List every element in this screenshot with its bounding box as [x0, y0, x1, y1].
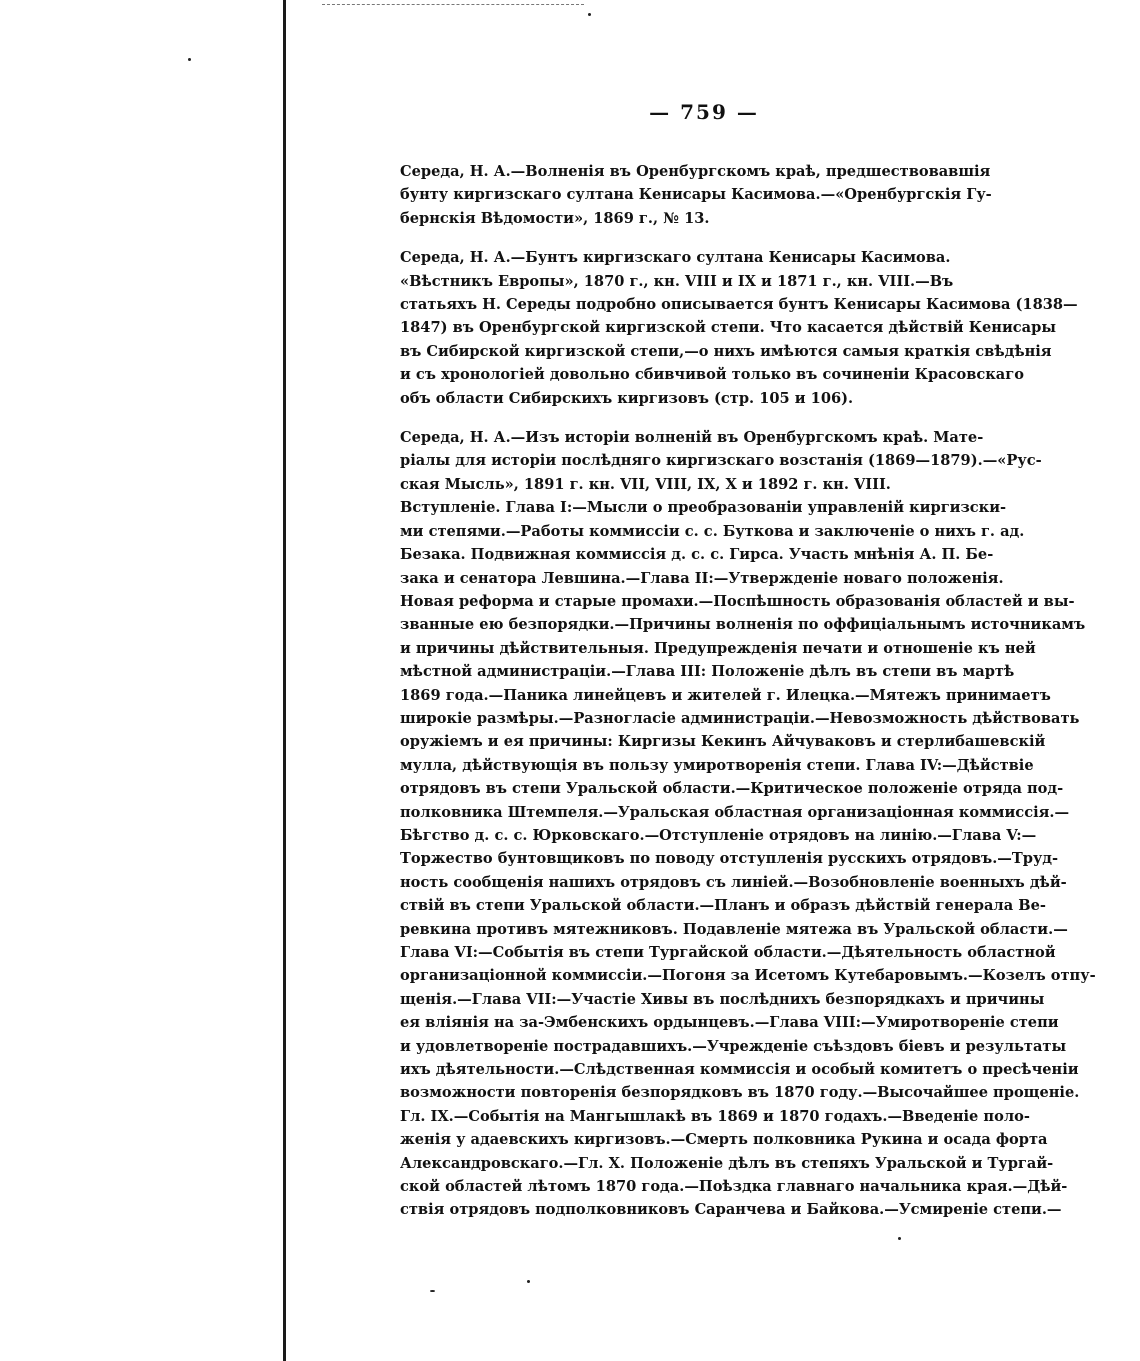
page-number: — 759 — [649, 100, 759, 124]
contents-line: возможности повторенія безпорядковъ въ 1870 году.—Высочайшее прощеніе. [400, 1084, 1080, 1102]
entry-line: объ области Сибирскихъ киргизовъ (стр. 105 и 106). [400, 389, 854, 407]
contents-line: званные ею безпорядки.—Причины волненія по оффиціальнымъ источникамъ [400, 616, 1086, 634]
contents-line: Бѣгство д. с. с. Юрковскаго.—Отступленіе отрядовъ на линію.—Глава V:— [400, 826, 1037, 844]
bibliography-entry-1 [400, 160, 1008, 230]
entry-line: Середа, Н. А.—Волненія въ Оренбургскомъ краѣ, предшествовавшія [400, 163, 991, 180]
contents-line: и причины дѣйствительныя. Предупрежденія печати и отношеніе къ ней [400, 639, 1036, 657]
contents-line: Гл. IX.—Событія на Мангышлакѣ въ 1869 и 1870 годахъ.—Введеніе поло- [400, 1107, 1030, 1125]
entry-line: 1847) въ Оренбургской киргизской степи. Что касается дѣйствій Кенисары [400, 319, 1056, 337]
contents-line: ствія отрядовъ подполковниковъ Саранчева и Байкова.—Усмиреніе степи.— [400, 1201, 1062, 1219]
contents-line: ревкина противъ мятежниковъ. Подавленіе мятежа въ Уральской области.— [400, 920, 1068, 938]
entry-line: Середа, Н. А.—Бунтъ киргизскаго султана Кенисары Касимова. [400, 249, 951, 267]
contents-line: полковника Штемпеля.—Уральская областная организаціонная коммиссія.— [400, 803, 1070, 821]
contents-line: мулла, дѣйствующія въ пользу умиротворенія степи. Глава IV:—Дѣйствіе [400, 756, 1034, 774]
entry-line: статьяхъ Н. Середы подробно описывается бунтъ Кенисары Касимова (1838— [400, 296, 1078, 314]
entry-line: ская Мысль», 1891 г. кн. VII, VIII, IX, X и 1892 г. кн. VIII. [400, 475, 891, 493]
contents-line: мѣстной администраціи.—Глава III: Положеніе дѣлъ въ степи въ мартѣ [400, 663, 1015, 681]
contents-line: широкіе размѣры.—Разногласіе администраціи.—Невозможность дѣйствовать [400, 709, 1080, 727]
entry-line: Середа, Н. А.—Изъ исторіи волненій въ Оренбургскомъ краѣ. Мате- [400, 429, 984, 447]
entry-line: «Вѣстникъ Европы», 1870 г., кн. VIII и IX и 1871 г., кн. VIII.—Въ [400, 272, 954, 290]
contents-line: женія у адаевскихъ киргизовъ.—Смерть полковника Рукина и осада форта [400, 1131, 1048, 1149]
contents-line: ствій въ степи Уральской области.—Планъ и образъ дѣйствій генерала Ве- [400, 897, 1046, 915]
contents-line: Торжество бунтовщиковъ по поводу отступленія русскихъ отрядовъ.—Труд- [400, 850, 1059, 868]
entry-line: въ Сибирской киргизской степи,—о нихъ имѣются самыя краткія свѣдѣнія [400, 342, 1052, 360]
contents-line: и удовлетвореніе пострадавшихъ.—Учрежденіе съѣздовъ біевъ и результаты [400, 1037, 1067, 1055]
contents-line: ность сообщенія нашихъ отрядовъ съ линіей.—Возобновленіе военныхъ дѣй- [400, 873, 1067, 891]
entry-line: бернскія Вѣдомости», 1869 г., № 13. [400, 209, 710, 227]
contents-line: ихъ дѣятельности.—Слѣдственная коммиссія и особый комитетъ о пресѣченіи [400, 1061, 1079, 1079]
bibliography-entry-3 [400, 426, 1096, 1222]
contents-line: Безака. Подвижная коммиссія д. с. с. Гирса. Участь мнѣнія А. П. Бе- [400, 546, 994, 564]
contents-line: ской областей лѣтомъ 1870 года.—Поѣздка главнаго начальника края.—Дѣй- [400, 1178, 1068, 1196]
speck [588, 13, 591, 16]
entry-table-of-contents [400, 496, 1096, 1222]
contents-line: 1869 года.—Паника линейцевъ и жителей г. Илецка.—Мятежъ принимаетъ [400, 686, 1051, 704]
contents-line: ея вліянія на за-Эмбенскихъ ордынцевъ.—Глава VIII:—Умиротвореніе степи [400, 1014, 1059, 1032]
page-gutter-line [283, 0, 286, 1361]
speck [188, 58, 191, 61]
contents-line: щенія.—Глава VII:—Участіе Хивы въ послѣднихъ безпорядкахъ и причины [400, 990, 1045, 1008]
speck [527, 1280, 530, 1283]
speck [430, 1290, 435, 1292]
contents-line: ми степями.—Работы коммиссіи с. с. Буткова и заключеніе о нихъ г. ад. [400, 522, 1025, 540]
contents-line: оружіемъ и ея причины: Киргизы Кекинъ Айчуваковъ и стерлибашевскій [400, 733, 1046, 751]
top-rule [322, 4, 584, 5]
entry-line: бунту киргизскаго султана Кенисары Касимова.—«Оренбургскія Гу- [400, 186, 992, 204]
bibliography-column [400, 160, 1096, 1238]
contents-line: Глава VI:—Событія въ степи Тургайской области.—Дѣятельность областной [400, 944, 1056, 961]
contents-line: Новая реформа и старые промахи.—Поспѣшность образованія областей и вы- [400, 592, 1075, 610]
contents-line: Вступленіе. Глава I:—Мысли о преобразованіи управленій киргизски- [400, 499, 1007, 517]
contents-line: организаціонной коммиссіи.—Погоня за Исетомъ Кутебаровымъ.—Козелъ отпу- [400, 967, 1096, 985]
contents-line: отрядовъ въ степи Уральской области.—Критическое положеніе отряда под- [400, 780, 1064, 798]
contents-line: зака и сенатора Левшина.—Глава II:—Утвержденіе новаго положенія. [400, 569, 1004, 587]
entry-line: ріалы для исторіи послѣдняго киргизскаго возстанія (1869—1879).—«Рус- [400, 452, 1042, 470]
entry-line: и съ хронологіей довольно сбивчивой только въ сочиненіи Красовскаго [400, 366, 1024, 384]
bibliography-entry-2 [400, 246, 1078, 410]
contents-line: Александровскаго.—Гл. X. Положеніе дѣлъ въ степяхъ Уральской и Тургай- [400, 1154, 1054, 1172]
